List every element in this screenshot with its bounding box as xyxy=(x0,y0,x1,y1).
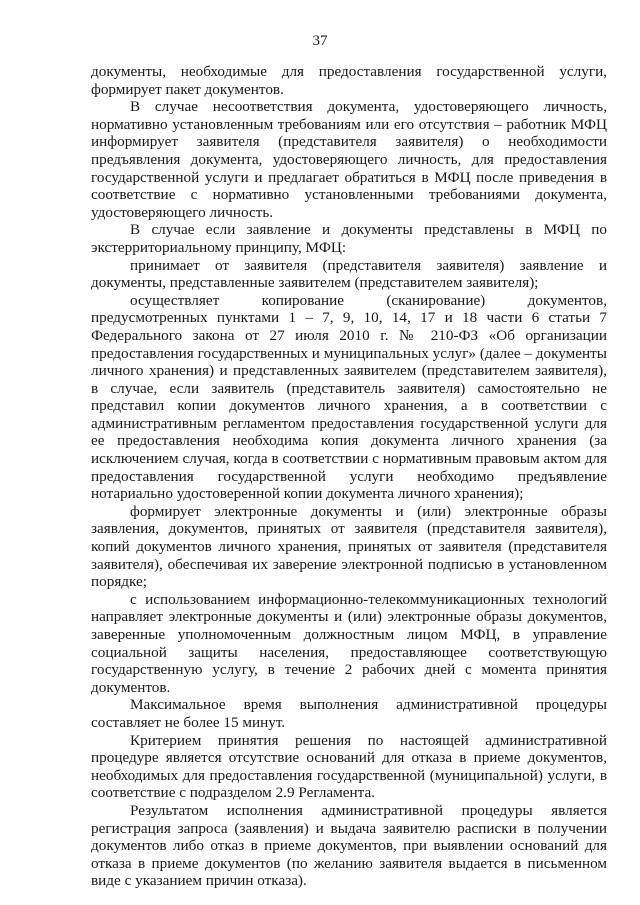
list-item-accepts-application: принимает от заявителя (представителя заявителя) заявление и документы, представленные заявителем (представителем заявителя); xyxy=(91,256,607,292)
paragraph-decision-criterion: Критерием принятия решения по настоящей административной процедуре является отсутствие оснований для отказа в приеме документов, необходимых для предоставления государственной (муниципальной) услуги, в соответствие с подразделом 2.9 Регламента. xyxy=(91,731,607,802)
list-item-sends-documents: с использованием информационно-телекоммуникационных технологий направляет электронные документы и (или) электронные образы документов, заверенные уполномоченным должностным лицом МФЦ, в управление социальной защиты населения, предоставляющее соответствующую государственную услугу, в течение 2 рабочих дней с момента принятия документов. xyxy=(91,590,607,696)
paragraph-max-duration: Максимальное время выполнения административной процедуры составляет не более 15 минут. xyxy=(91,696,607,731)
paragraph-missing-identity-document: В случае несоответствия документа, удостоверяющего личность, нормативно установленным требованиям или его отсутствия – работник МФЦ информирует заявителя (представителя заявителя) о необходимости предъявления документа, удостоверяющего личность, для предоставления государственной услуги и предлагает обратиться в МФЦ после приведения в соответствие с нормативно установленными требованиями документа, удостоверяющего личность. xyxy=(91,98,607,221)
document-body xyxy=(91,63,607,890)
list-item-forms-electronic-documents: формирует электронные документы и (или) электронные образы заявления, документов, принятых от заявителя (представителя заявителя), копий документов личного хранения, принятых от заявителя (представителя заявителя), обеспечивая их заверение электронной подписью в установленном порядке; xyxy=(91,502,607,591)
page-number: 37 xyxy=(312,33,328,49)
paragraph-procedure-result: Результатом исполнения административной процедуры является регистрация запроса (заявления) и выдача заявителю расписки в получении документов либо отказ в приеме документов, при выявлении оснований для отказа в приеме документов (по желанию заявителя выдается в письменном виде с указанием причин отказа). xyxy=(91,801,607,890)
paragraph-extraterritorial-intro: В случае если заявление и документы представлены в МФЦ по экстерриториальному принципу, МФЦ: xyxy=(91,221,607,256)
list-item-copies-documents: осуществляет копирование (сканирование) документов, предусмотренных пунктами 1 – 7, 9, 10, 14, 17 и 18 части 6 статьи 7 Федерального закона от 27 июля 2010 г. № 210-ФЗ «Об организации предоставления государственных и муниципальных услуг» (далее – документы личного хранения) и представленных заявителем (представителем заявителя), в случае, если заявитель (представитель заявителя) самостоятельно не представил копии документов личного хранения, а в соответствии с административным регламентом предоставления государственной услуги для ее предоставления необходима копия документа личного хранения (за исключением случая, когда в соответствии с нормативным правовым актом для предоставления государственной услуги необходимо предъявление нотариально удостоверенной копии документа личного хранения); xyxy=(91,291,607,503)
paragraph-continuation: документы, необходимые для предоставления государственной услуги, формирует пакет документов. xyxy=(91,63,607,98)
